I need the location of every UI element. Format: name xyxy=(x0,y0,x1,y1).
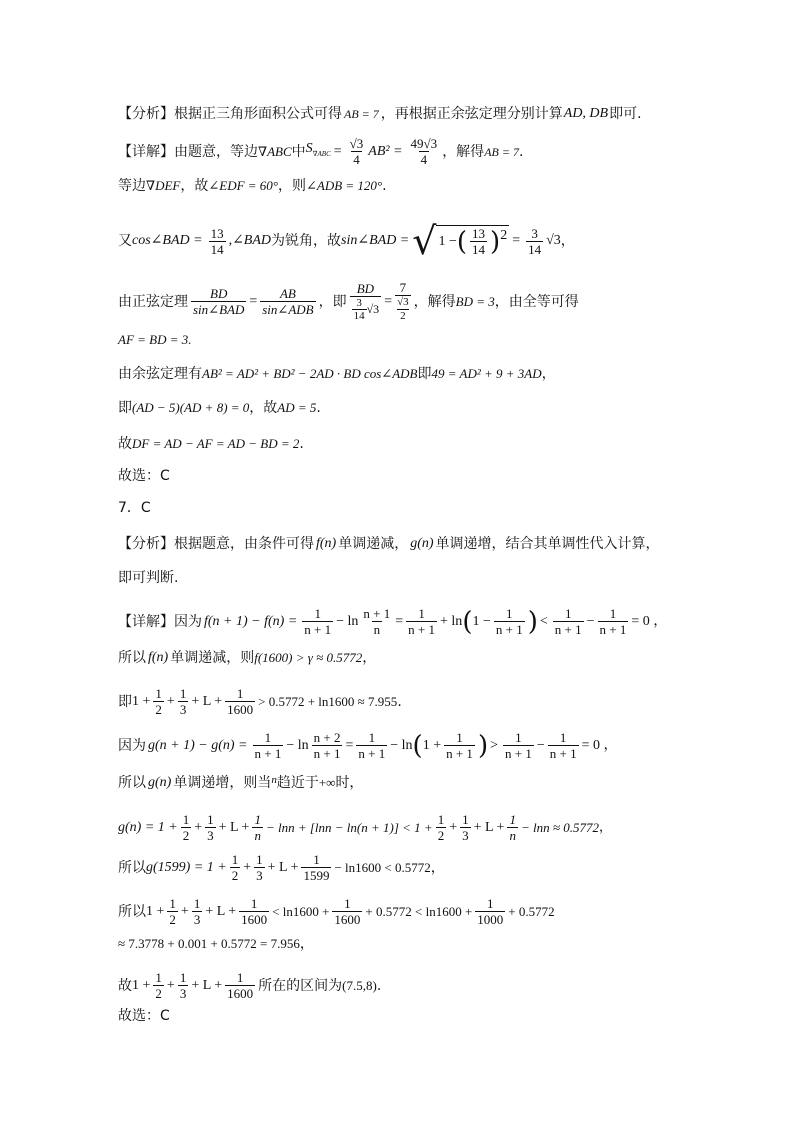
text-line: g(n) = 1 + $\frac{1}{2}$ + $\frac{1}{3}$ + L + $\frac{1}{n}$ − lnn + [lnn − ln(n + 1)] < 1 + $\frac{1}{2}$ + $\frac{1}{3}$ + L + $\frac{1}{n}$ − lnn ≈ 0.5772 ， xyxy=(118,812,612,843)
math: AB² = xyxy=(368,143,403,159)
text: . xyxy=(518,143,524,160)
math: ∇ABC xyxy=(258,143,292,159)
text-line: 即可判断. xyxy=(118,570,179,586)
text-line: 所以 g(n) 单调递增，则当 n 趋近于 +∞ 时， xyxy=(118,774,364,791)
section-tag: 【分析】 xyxy=(118,106,174,122)
text-line: 所以 1 + $\frac{1}{2}$ + $\frac{1}{3}$ + L + $\frac{1}{1600}$ < ln1600 + $\frac{1}{1600}$ + 0.5772 < ln1600 + $\frac{1}{1000}$ + 0.5772 xyxy=(118,896,555,927)
text-line: 又 cos∠BAD = $\frac{13}{14}$ ,∠BAD 为锐角，故 sin∠BAD = √ 1 − ( $\frac{13}{14}$ ) 2 = $\frac{3}{14}$ √3 ， xyxy=(118,219,575,263)
question-number: 7．C xyxy=(118,500,151,516)
section-tag: 【详解】 xyxy=(118,613,174,630)
math: = xyxy=(333,143,342,159)
text: 根据正三角形面积公式可得 xyxy=(174,106,342,122)
text: 即可. xyxy=(609,106,642,122)
text-line: AF = BD = 3. xyxy=(118,332,192,347)
fraction: $\frac{13}{14}$ xyxy=(210,225,224,257)
math: AD, DB xyxy=(563,106,609,121)
math: AB = 7 xyxy=(344,107,379,121)
analysis-paragraph-1 xyxy=(118,104,642,124)
text-line: 所以 f(n) 单调递减，则 f(1600) > γ ≈ 0.5772 ， xyxy=(118,650,377,666)
detail-paragraph-2: 【详解】 因为 f(n + 1) − f(n) = $\frac{1}{n + 1}$ − ln $\frac{n + 1}{n}$ = $\frac{1}{n + 1}$ + ln ( 1 − $\frac{1}{n + 1}$ ) < $\frac{1}{n + 1}$ − $\frac{1}{n + 1}$ = 0 ， xyxy=(118,606,668,637)
fraction: $\frac{BD}{\text{sin∠BAD}}$ xyxy=(193,286,245,317)
math: AB = 7 xyxy=(484,144,519,159)
answer-line: 故选：C xyxy=(118,468,170,484)
fraction: $\frac{AB}{\text{sin∠ADB}}$ xyxy=(262,286,314,317)
fraction: $\frac{√3}{4}$ xyxy=(349,136,364,167)
square-root: √ 1 − ( $\frac{13}{14}$ ) 2 xyxy=(412,219,508,263)
section-tag: 【分析】 xyxy=(118,536,174,552)
fraction: $\frac{3}{14}$ xyxy=(528,225,542,257)
text-line: 因为 g(n + 1) − g(n) = $\frac{1}{n + 1}$ − ln $\frac{n + 2}{n + 1}$ = $\frac{1}{n + 1}$ − ln ( 1 + $\frac{1}{n + 1}$ ) > $\frac{1}{n + 1}$ − $\frac{1}{n + 1}$ = 0 ， xyxy=(118,730,618,761)
text-line: 即 1 + $\frac{1}{2}$ + $\frac{1}{3}$ + L + $\frac{1}{1600}$ > 0.5772 + ln1600 ≈ 7.955 . xyxy=(118,686,402,717)
text: 由题意，等边 xyxy=(174,143,258,160)
text-line: ≈ 7.3778 + 0.001 + 0.5772 = 7.956 ， xyxy=(118,936,314,952)
text-line: 所以 g(1599) = 1 + $\frac{1}{2}$ + $\frac{1}{3}$ + L + $\frac{1}{1599}$ − ln1600 < 0.5772 ， xyxy=(118,852,445,883)
complex-fraction: BD $\frac{3}{14}$ √3 xyxy=(350,281,382,322)
text: ，解得 xyxy=(442,143,485,160)
section-tag: 【详解】 xyxy=(118,143,174,160)
text-line: 等边 ∇DEF ，故 ∠EDF = 60° ，则 ∠ADB = 120° . xyxy=(118,178,387,194)
answer-line: 故选：C xyxy=(118,1008,170,1024)
analysis-paragraph-2: 【分析】 根据题意，由条件可得 f(n) 单调递减， g(n) 单调递增，结合其单调性代入计算， xyxy=(118,536,660,552)
text-line: 由正弦定理 $\frac{BD}{\text{sin∠BAD}}$ = $\frac{AB}{\text{sin∠ADB}}$ ，即 BD $\frac{3}{14}$ √3 = 7 √3 2 ，解得 BD = 3 ，由全等可得 xyxy=(118,280,579,322)
math: $S_{\nabla ABC}$ xyxy=(305,141,331,158)
text-line: 故 DF = AD − AF = AD − BD = 2 . xyxy=(118,436,304,452)
text-line: 故 1 + $\frac{1}{2}$ + $\frac{1}{3}$ + L + $\frac{1}{1600}$ 所在的区间为 (7.5,8) . xyxy=(118,970,382,1001)
text-line: 即 (AD − 5)(AD + 8) = 0 ，故 AD = 5 . xyxy=(118,400,321,416)
complex-fraction: 7 √3 2 xyxy=(397,280,409,322)
text: 中 xyxy=(291,143,306,160)
text: ，再根据正余弦定理分别计算 xyxy=(380,106,563,122)
fraction: $\frac{49√3}{4}$ xyxy=(410,136,438,167)
detail-paragraph-1 xyxy=(118,136,523,167)
text-line: 由余弦定理有 AB² = AD² + BD² − 2AD · BD cos∠ADB 即 49 = AD² + 9 + 3AD ， xyxy=(118,366,556,382)
